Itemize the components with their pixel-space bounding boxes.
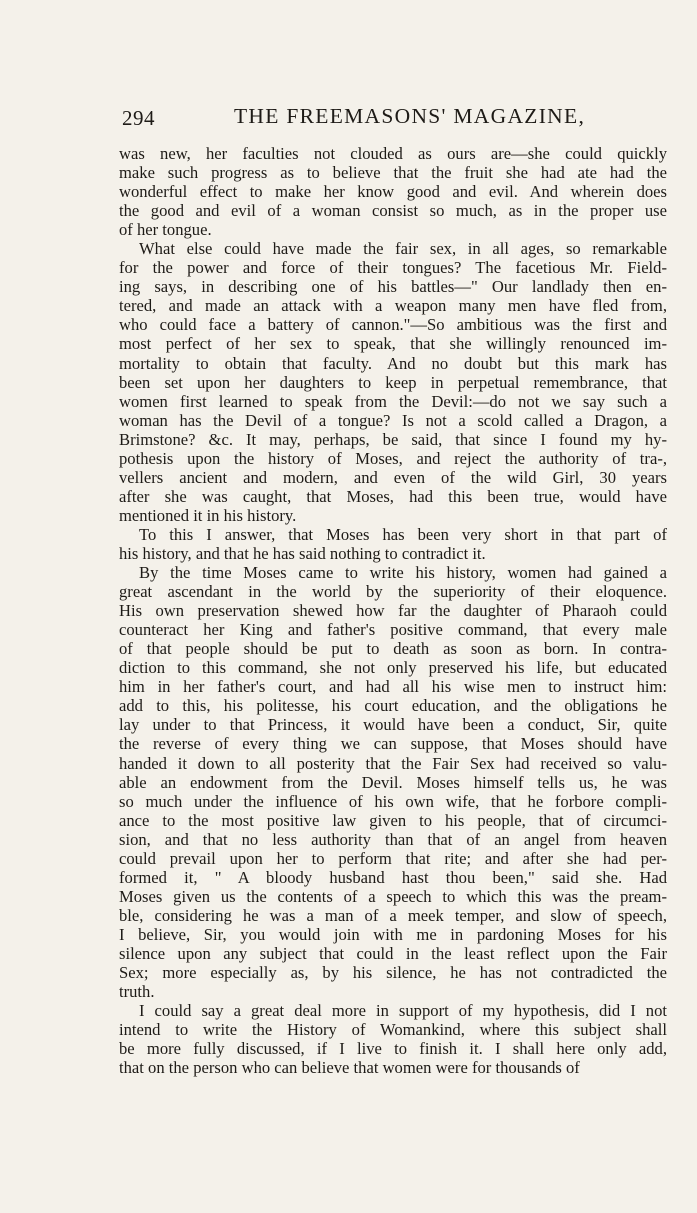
text-line: for the power and force of their tongues? The facetious Mr. Field-: [119, 258, 667, 278]
text-line: I believe, Sir, you would join with me in pardoning Moses for his: [119, 924, 667, 944]
text-line: diction to this command, she not only preserved his life, but educated: [119, 658, 667, 678]
text-line: of her tongue.: [119, 220, 212, 240]
text-line: mentioned it in his history.: [119, 505, 297, 525]
body-text: [119, 144, 667, 1077]
running-head: [118, 104, 674, 134]
page-number: 294: [122, 106, 155, 130]
text-line: great ascendant in the world by the superiority of their eloquence.: [119, 582, 667, 602]
text-line: be more fully discussed, if I live to finish it. I shall here only add,: [119, 1039, 667, 1059]
text-line: To this I answer, that Moses has been very short in that part of: [139, 524, 667, 544]
text-line: Brimstone? &c. It may, perhaps, be said, that since I found my hy-: [119, 429, 667, 449]
text-line: him in her father's court, and had all his wise men to instruct him:: [119, 677, 667, 697]
text-line: truth.: [119, 982, 155, 1002]
journal-title: THE FREEMASONS' MAGAZINE,: [234, 104, 586, 128]
text-line: been set upon her daughters to keep in perpetual remembrance, that: [119, 372, 667, 392]
text-line: that on the person who can believe that women were for thousands of: [119, 1058, 580, 1078]
text-line: By the time Moses came to write his history, women had gained a: [139, 563, 667, 583]
text-line: woman has the Devil of a tongue? Is not a scold called a Dragon, a: [119, 410, 667, 430]
text-line: was new, her faculties not clouded as ours are—she could quickly: [119, 144, 667, 163]
text-line: able an endowment from the Devil. Moses himself tells us, he was: [119, 772, 667, 792]
text-line: add to this, his politesse, his court education, and the obligations he: [119, 696, 667, 716]
text-line: wonderful effect to make her know good and evil. And wherein does: [119, 182, 667, 202]
text-line: his history, and that he has said nothing to contradict it.: [119, 543, 486, 563]
text-line: most perfect of her sex to speak, that she willingly renounced im-: [119, 334, 667, 354]
text-line: lay under to that Princess, it would have been a conduct, Sir, quite: [119, 715, 667, 735]
text-line: His own preservation shewed how far the daughter of Pharaoh could: [119, 601, 667, 621]
text-line: What else could have made the fair sex, in all ages, so remarkable: [139, 239, 667, 259]
text-line: tered, and made an attack with a weapon many men have fled from,: [119, 296, 667, 316]
text-line: mortality to obtain that faculty. And no doubt but this mark has: [119, 353, 667, 373]
text-line: of that people should be put to death as soon as born. In contra-: [119, 639, 667, 659]
text-line: so much under the influence of his own wife, that he forbore compli-: [119, 791, 667, 811]
text-line: silence upon any subject that could in the least reflect upon the Fair: [119, 943, 667, 963]
text-line: intend to write the History of Womankind, where this subject shall: [119, 1020, 667, 1040]
text-line: women first learned to speak from the Devil:—do not we say such a: [119, 391, 667, 411]
text-line: could prevail upon her to perform that rite; and after she had per-: [119, 848, 667, 868]
text-line: the good and evil of a woman consist so much, as in the proper use: [119, 201, 667, 221]
text-line: counteract her King and father's positive command, that every male: [119, 620, 667, 640]
text-line: formed it, " A bloody husband hast thou been," said she. Had: [119, 867, 667, 887]
text-line: Moses given us the contents of a speech to which this was the pream-: [119, 886, 667, 906]
text-line: I could say a great deal more in support of my hypothesis, did I not: [139, 1001, 667, 1021]
text-line: ing says, in describing one of his battles—" Our landlady then en-: [119, 277, 667, 297]
text-line: vellers ancient and modern, and even of the wild Girl, 30 years: [119, 467, 667, 487]
text-line: after she was caught, that Moses, had this been true, would have: [119, 486, 667, 506]
text-line: sion, and that no less authority than that of an angel from heaven: [119, 829, 667, 849]
text-line: pothesis upon the history of Moses, and reject the authority of tra-,: [119, 448, 667, 468]
text-line: the reverse of every thing we can suppose, that Moses should have: [119, 734, 667, 754]
text-line: make such progress as to believe that the fruit she had ate had the: [119, 163, 667, 183]
text-line: Sex; more especially as, by his silence, he has not contradicted the: [119, 963, 667, 983]
text-line: ble, considering he was a man of a meek temper, and slow of speech,: [119, 905, 667, 925]
text-line: handed it down to all posterity that the Fair Sex had received so valu-: [119, 753, 667, 773]
text-line: who could face a battery of cannon."—So ambitious was the first and: [119, 315, 667, 335]
text-line: ance to the most positive law given to his people, that of circumci-: [119, 810, 667, 830]
